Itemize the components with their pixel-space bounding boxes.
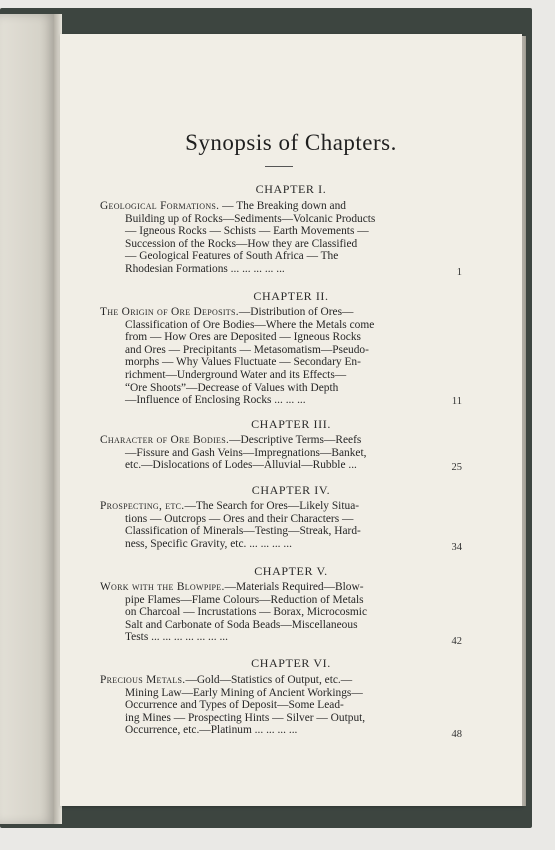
entry-line: The Origin of Ore Deposits.—Distribution of Ores— — [100, 306, 354, 318]
entry-line: Prospecting, etc.—The Search for Ores—Likely Situa- — [100, 500, 360, 512]
entry-line: tions — Outcrops — Ores and their Characters — — [125, 512, 354, 525]
page-number: 25 — [451, 462, 462, 473]
book-page — [60, 34, 522, 806]
chapter-lead-title: Character of Ore Bodies. — [100, 434, 230, 446]
chapter-lead-title: Precious Metals. — [100, 674, 186, 686]
chapter-lead-title: Work with the Blowpipe. — [100, 581, 225, 593]
chapter-lead-title: The Origin of Ore Deposits. — [100, 306, 239, 318]
title-rule — [265, 166, 293, 167]
chapter-heading: CHAPTER V. — [254, 564, 328, 578]
entry-line: ness, Specific Gravity, etc. ... ... ... ... — [125, 537, 292, 550]
chapter-lead-title: Geological Formations. — [100, 200, 220, 212]
chapter-entry — [100, 200, 420, 276]
chapter-entry — [100, 306, 420, 407]
entry-line: Character of Ore Bodies.—Descriptive Terms—Reefs — [100, 434, 362, 446]
chapter-entry — [100, 674, 420, 737]
entry-line: Salt and Carbonate of Soda Beads—Miscellaneous — [125, 618, 358, 631]
entry-line: Work with the Blowpipe.—Materials Required—Blow- — [100, 581, 364, 593]
entry-line: richment—Underground Water and its Effects— — [125, 368, 347, 381]
entry-line: pipe Flames—Flame Colours—Reduction of Metals — [125, 593, 364, 606]
page-number: 1 — [456, 267, 462, 278]
entry-line: and Ores — Precipitants — Metasomatism—Pseudo- — [125, 343, 369, 356]
chapter-heading: CHAPTER I. — [255, 182, 327, 196]
entry-line: ing Mines — Prospecting Hints — Silver — Output, — [125, 711, 366, 724]
entry-line: —Influence of Enclosing Rocks ... ... ... — [125, 394, 306, 407]
chapter-heading: CHAPTER VI. — [251, 656, 331, 670]
entry-line: morphs — Why Values Fluctuate — Secondary En- — [125, 356, 361, 369]
page-number: 42 — [451, 636, 462, 647]
page-number: 34 — [451, 542, 462, 553]
chapter-heading: CHAPTER III. — [251, 417, 331, 431]
left-page — [0, 14, 56, 824]
entry-line: — Igneous Rocks — Schists — Earth Movements — — [125, 225, 369, 238]
entry-line: Tests ... ... ... ... ... ... ... — [125, 631, 228, 644]
entry-line: Rhodesian Formations ... ... ... ... ... — [125, 262, 285, 275]
entry-line: Classification of Minerals—Testing—Streak, Hard- — [125, 525, 361, 538]
entry-line: Classification of Ore Bodies—Where the Metals come — [125, 318, 375, 331]
entry-line: Building up of Rocks—Sediments—Volcanic Products — [125, 212, 376, 225]
page-number: 11 — [451, 396, 462, 407]
entry-line: Geological Formations. — The Breaking down and — [100, 200, 346, 212]
page-edge — [522, 36, 526, 806]
entry-line: Occurrence and Types of Deposit—Some Lead- — [125, 699, 344, 712]
chapter-lead-title: Prospecting, etc. — [100, 500, 185, 512]
chapter-entry — [100, 500, 420, 550]
entry-line: “Ore Shoots”—Decrease of Values with Depth — [125, 381, 339, 394]
entry-line: — Geological Features of South Africa — The — [125, 250, 339, 263]
chapter-heading: CHAPTER IV. — [251, 483, 331, 497]
chapter-entry — [100, 434, 420, 472]
entry-line: Occurrence, etc.—Platinum ... ... ... ... — [125, 724, 298, 737]
entry-line: —Fissure and Gash Veins—Impregnations—Banket, — [125, 446, 367, 459]
entry-line: Mining Law—Early Mining of Ancient Workings— — [125, 686, 363, 699]
entry-line: etc.—Dislocations of Lodes—Alluvial—Rubble ... — [125, 459, 357, 472]
entry-line: from — How Ores are Deposited — Igneous Rocks — [125, 331, 361, 344]
entry-line: on Charcoal — Incrustations — Borax, Microcosmic — [125, 606, 367, 619]
entry-line: Succession of the Rocks—How they are Classified — [125, 237, 358, 250]
page-number: 48 — [451, 729, 462, 740]
entry-line: Precious Metals.—Gold—Statistics of Output, etc.— — [100, 674, 353, 686]
chapter-entry — [100, 581, 420, 644]
page-title: Synopsis of Chapters. — [185, 130, 397, 155]
chapter-heading: CHAPTER II. — [253, 289, 329, 303]
